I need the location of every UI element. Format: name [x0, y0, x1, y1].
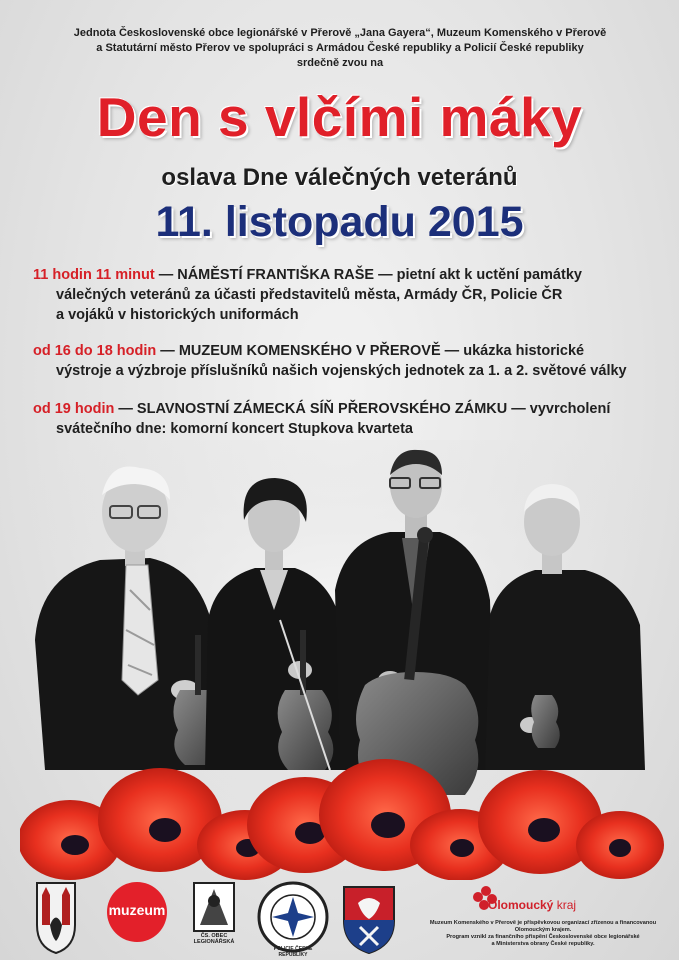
- event-title: Den s vlčími máky: [96, 86, 583, 148]
- muzeum-label: muzeum: [108, 902, 166, 918]
- funding-line-1: Muzeum Komenského v Přerově je příspěvkovou organizací zřízenou a financovanou Olomouckým krajem.: [429, 920, 657, 933]
- program-line: válečných veteránů za účasti představitelů města, Armády ČR, Policie ČR: [56, 287, 563, 303]
- prerov-coat-of-arms-icon: [37, 883, 75, 953]
- intro-line-3: srdečně zvou na: [296, 57, 384, 69]
- legion-label: ČS. OBEC LEGIONÁŘSKÁ: [193, 933, 235, 945]
- program-line: — SLAVNOSTNÍ ZÁMECKÁ SÍŇ PŘEROVSKÉHO ZÁMKU — vyvrcholení: [114, 401, 611, 417]
- event-subtitle: oslava Dne válečných veteránů: [161, 164, 518, 191]
- program-time: od 19 hodin: [33, 401, 115, 417]
- program-line: — NÁMĚSTÍ FRANTIŠKA RAŠE — pietní akt k uctění památky: [154, 267, 582, 283]
- program-line: a vojáků v historických uniformách: [56, 307, 299, 323]
- legion-logo-icon: [194, 883, 234, 931]
- event-date: 11. listopadu 2015: [155, 198, 524, 246]
- funding-line-2: Program vznikl za finančního přispění Československé obce legionářské: [446, 934, 640, 940]
- olomoucky-kraj-label: [488, 898, 576, 912]
- olomoucky-thin: kraj: [553, 898, 577, 912]
- police-logo-icon: [259, 883, 327, 951]
- poppy-8: [576, 811, 664, 879]
- police-label: POLICIE ČESKÉ REPUBLIKY: [273, 946, 313, 958]
- program-item: [33, 399, 653, 439]
- program-line: výstroje a výzbroje příslušníků našich vojenských jednotek za 1. a 2. světové války: [56, 363, 627, 379]
- program-item: [33, 341, 653, 381]
- poppy-flowers: [20, 730, 665, 880]
- funding-note: [412, 920, 674, 948]
- program-item: [33, 265, 653, 325]
- program-time: od 16 do 18 hodin: [33, 343, 157, 359]
- program-line: svátečního dne: komorní koncert Stupkova kvarteta: [56, 421, 413, 437]
- intro-text: [40, 26, 640, 71]
- program-line: — MUZEUM KOMENSKÉHO V PŘEROVĚ — ukázka historické: [156, 343, 585, 359]
- olomoucky-bold: Olomoucký: [488, 898, 554, 912]
- intro-line-1: Jednota Československé obce legionářské v Přerově „Jana Gayera“, Muzeum Komenského v Přerově: [73, 27, 607, 39]
- intro-line-2: a Statutární město Přerov ve spolupráci s Armádou České republiky a Policií České republiky: [96, 42, 584, 54]
- army-shield-icon: [344, 887, 394, 953]
- program-time: 11 hodin 11 minut: [33, 267, 155, 283]
- funding-line-3: a Ministerstva obrany České republiky.: [491, 941, 595, 947]
